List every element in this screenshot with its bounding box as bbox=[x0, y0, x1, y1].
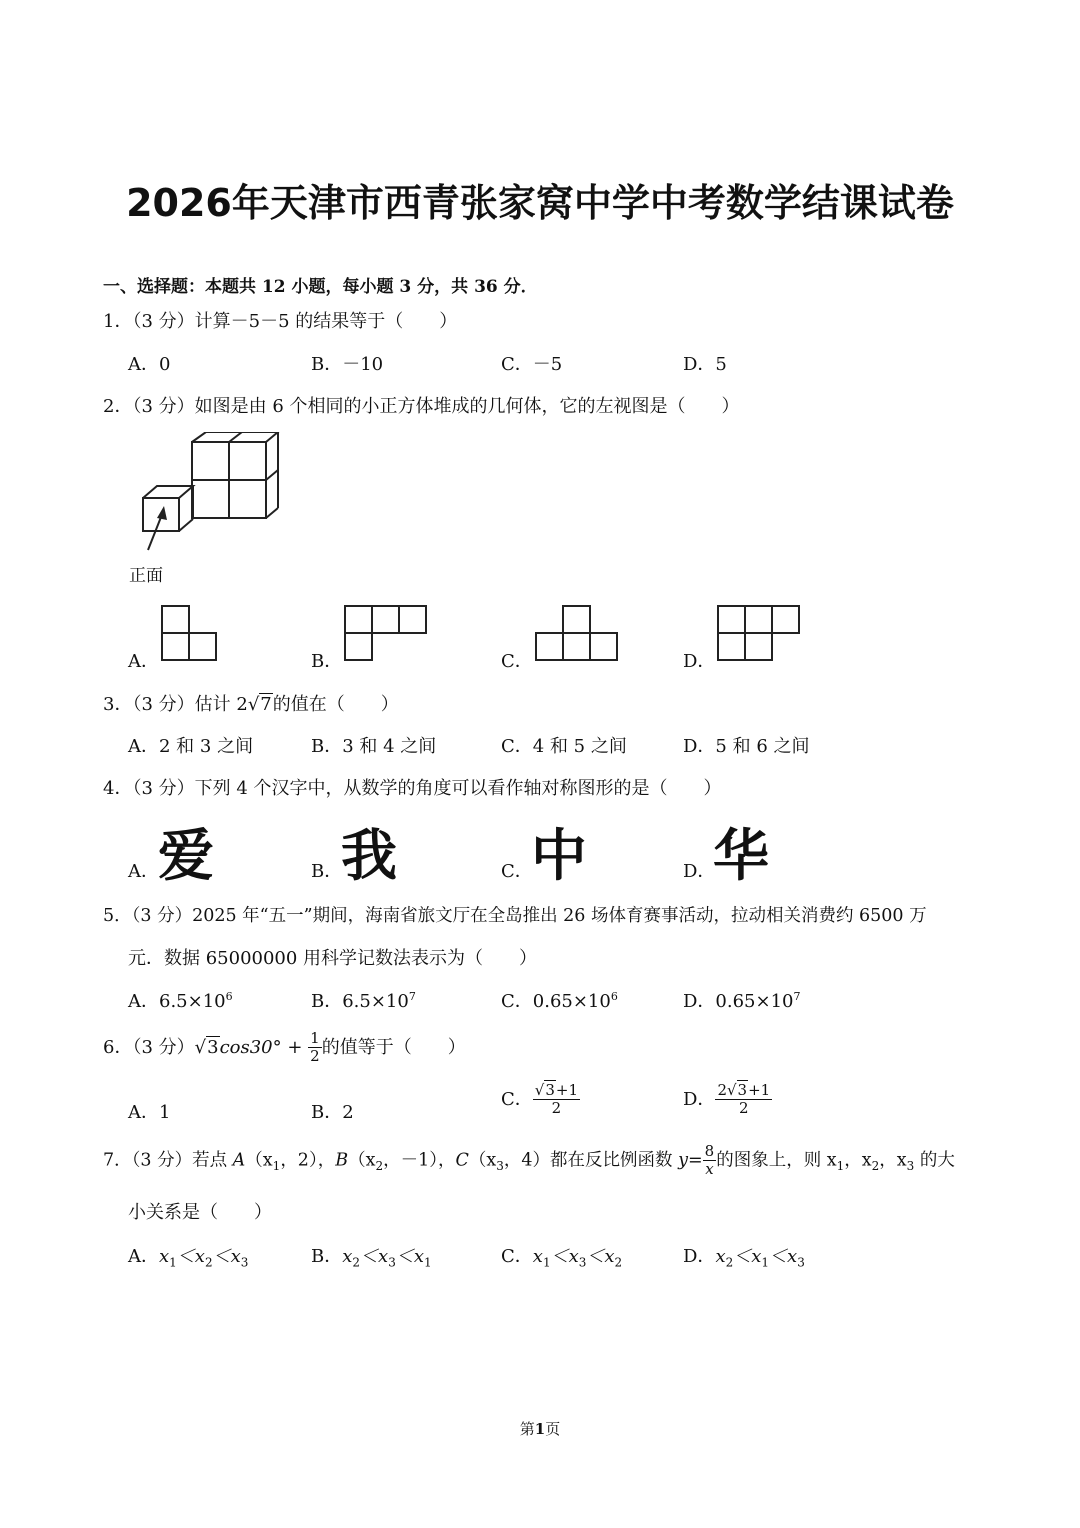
q7-point-a: A bbox=[232, 1150, 246, 1171]
section-heading: 一、选择题：本题共 12 小题，每小题 3 分，共 36 分． bbox=[103, 277, 538, 297]
q6-d-num-pre: 2 bbox=[717, 1081, 727, 1099]
q5-b-exp: 7 bbox=[408, 990, 416, 1003]
q7-point-b: B bbox=[335, 1150, 349, 1171]
q6-radicand: 3 bbox=[207, 1036, 219, 1058]
q7-option-c: C．$x_1<x_3<x_2$ bbox=[501, 1246, 623, 1270]
q5-c-base: C．0.65×10 bbox=[501, 991, 611, 1012]
q7-pa: （x bbox=[245, 1150, 273, 1171]
q6-option-b: B．2 bbox=[311, 1102, 354, 1123]
q7-s1: 1 bbox=[836, 1158, 845, 1173]
q6-d-fraction bbox=[715, 1082, 772, 1118]
q6-stem-num: 6．（3 分） bbox=[103, 1036, 195, 1058]
q7-frac-num: 8 bbox=[704, 1142, 715, 1160]
q5-a-base: A．6.5×10 bbox=[128, 991, 226, 1012]
q7-s2: 2 bbox=[871, 1158, 880, 1173]
q4-char-hua: 华 bbox=[713, 824, 769, 889]
page-title: 2026年天津市西青张家窝中学中考数学结课试卷 bbox=[126, 181, 954, 225]
q6-d-num-post: +1 bbox=[748, 1081, 771, 1099]
q7-pc-end: ，4）都在反比例函数 bbox=[503, 1150, 679, 1171]
q7-stem-a: 7．（3 分）若点 bbox=[103, 1150, 233, 1171]
question-3-stem bbox=[103, 690, 399, 716]
q6-option-c bbox=[501, 1082, 580, 1118]
q6-fraction bbox=[308, 1030, 322, 1066]
q4-char-wo: 我 bbox=[341, 824, 397, 889]
q3-sqrt: √7 bbox=[247, 694, 272, 715]
q4-option-a: A． bbox=[128, 861, 159, 882]
q2-option-d-figure bbox=[716, 604, 804, 664]
q5-option-d bbox=[683, 987, 801, 1013]
q7-frac-den: x bbox=[705, 1160, 714, 1179]
q7-y: y= bbox=[678, 1150, 703, 1171]
page-number: 第1页 bbox=[519, 1420, 561, 1438]
q6-option-d bbox=[683, 1082, 772, 1118]
q6-d-num: 2√3+1 bbox=[717, 1081, 771, 1099]
q5-option-a bbox=[128, 987, 233, 1013]
question-6-stem bbox=[103, 1030, 466, 1066]
q7-option-d: D．$x_2<x_1<x_3$ bbox=[683, 1246, 805, 1270]
q6-stem-post: 的值等于（ ） bbox=[321, 1036, 466, 1058]
q5-d-base: D．0.65×10 bbox=[683, 991, 794, 1012]
q7-fraction bbox=[703, 1143, 717, 1179]
question-7-stem-line1 bbox=[103, 1143, 955, 1179]
q5-option-c bbox=[501, 987, 618, 1013]
q7-stem-b: 的图象上，则 x bbox=[716, 1150, 837, 1171]
q7-c1: ，x bbox=[844, 1150, 872, 1171]
question-7-stem-line2: 小关系是（ ） bbox=[128, 1202, 272, 1223]
q3-stem-post: 的值在（ ） bbox=[272, 694, 399, 715]
q7-s3: 3 bbox=[906, 1158, 915, 1173]
q5-option-b bbox=[311, 987, 416, 1013]
q1-option-b: B．－10 bbox=[311, 354, 384, 375]
q6-frac-num: 1 bbox=[310, 1029, 320, 1047]
q3-option-a: A．2 和 3 之间 bbox=[128, 736, 254, 757]
q3-stem-pre: 3．（3 分）估计 2 bbox=[103, 694, 248, 715]
front-label: 正面 bbox=[129, 566, 163, 586]
q4-option-d: D． bbox=[683, 861, 716, 882]
q4-char-ai: 爱 bbox=[158, 824, 214, 889]
q2-option-a: A． bbox=[128, 651, 159, 672]
q7-pb: （x bbox=[348, 1150, 376, 1171]
question-4-stem: 4．（3 分）下列 4 个汉字中，从数学的角度可以看作轴对称图形的是（ ） bbox=[103, 778, 722, 799]
q6-c-den: 2 bbox=[551, 1099, 562, 1118]
q6-c-num: √3+1 bbox=[534, 1081, 579, 1099]
q7-option-a: A．$x_1<x_2<x_3$ bbox=[128, 1246, 249, 1270]
q7-pc: （x bbox=[468, 1150, 497, 1171]
q6-c-num-post: +1 bbox=[555, 1081, 579, 1099]
q7-pb-sub: 2 bbox=[375, 1158, 384, 1173]
q4-char-zhong: 中 bbox=[531, 824, 587, 889]
q7-stem-c: 的大 bbox=[914, 1150, 955, 1171]
q1-option-c: C．－5 bbox=[501, 354, 563, 375]
q5-c-exp: 6 bbox=[610, 990, 618, 1003]
q6-c-label: C． bbox=[501, 1088, 533, 1110]
q3-option-b: B．3 和 4 之间 bbox=[311, 736, 437, 757]
q6-expr: cos30° + bbox=[219, 1036, 309, 1058]
q6-c-radicand: 3 bbox=[545, 1081, 555, 1099]
q2-option-a-figure bbox=[160, 604, 220, 664]
q1-option-a: A．0 bbox=[128, 354, 171, 375]
q7-point-c: C bbox=[455, 1150, 469, 1171]
q4-option-c: C． bbox=[501, 861, 533, 882]
q5-d-exp: 7 bbox=[793, 990, 801, 1003]
q7-pa-sub: 1 bbox=[272, 1158, 281, 1173]
q2-option-b: B． bbox=[311, 651, 343, 672]
q5-b-base: B．6.5×10 bbox=[311, 991, 409, 1012]
q7-c2: ，x bbox=[879, 1150, 907, 1171]
q5-a-exp: 6 bbox=[225, 990, 233, 1003]
q7-pc-sub: 3 bbox=[496, 1158, 504, 1173]
question-1-stem: 1．（3 分）计算－5－5 的结果等于（ ） bbox=[103, 311, 458, 332]
cube-figure bbox=[128, 432, 288, 572]
q6-c-fraction bbox=[533, 1082, 580, 1118]
question-2-stem: 2．（3 分）如图是由 6 个相同的小正方体堆成的几何体，它的左视图是（ ） bbox=[103, 396, 740, 417]
q6-option-a: A．1 bbox=[128, 1102, 171, 1123]
q2-option-c: C． bbox=[501, 651, 533, 672]
q7-option-b: B．$x_2<x_3<x_1$ bbox=[311, 1246, 432, 1270]
question-5-stem-line2: 元．数据 65000000 用科学记数法表示为（ ） bbox=[128, 948, 538, 969]
q1-option-d: D．5 bbox=[683, 354, 727, 375]
q7-pb-end: ，－1）， bbox=[383, 1150, 456, 1171]
q6-d-den: 2 bbox=[739, 1099, 749, 1118]
q2-option-d: D． bbox=[683, 651, 716, 672]
q2-option-c-figure bbox=[534, 604, 622, 664]
q3-option-c: C．4 和 5 之间 bbox=[501, 736, 627, 757]
q2-option-b-figure bbox=[343, 604, 431, 664]
q6-sqrt: √3 bbox=[194, 1036, 219, 1058]
q3-option-d: D．5 和 6 之间 bbox=[683, 736, 810, 757]
q7-pa-end: ，2）， bbox=[280, 1150, 336, 1171]
q4-option-b: B． bbox=[311, 861, 343, 882]
question-5-stem-line1: 5．（3 分）2025 年“五一”期间，海南省旅文厅在全岛推出 26 场体育赛事活动，拉动相关消费约 6500 万 bbox=[103, 906, 927, 926]
q3-radicand: 7 bbox=[260, 694, 272, 715]
q6-d-radicand: 3 bbox=[737, 1081, 748, 1099]
q6-frac-den: 2 bbox=[310, 1047, 320, 1066]
q6-d-label: D． bbox=[683, 1088, 716, 1110]
